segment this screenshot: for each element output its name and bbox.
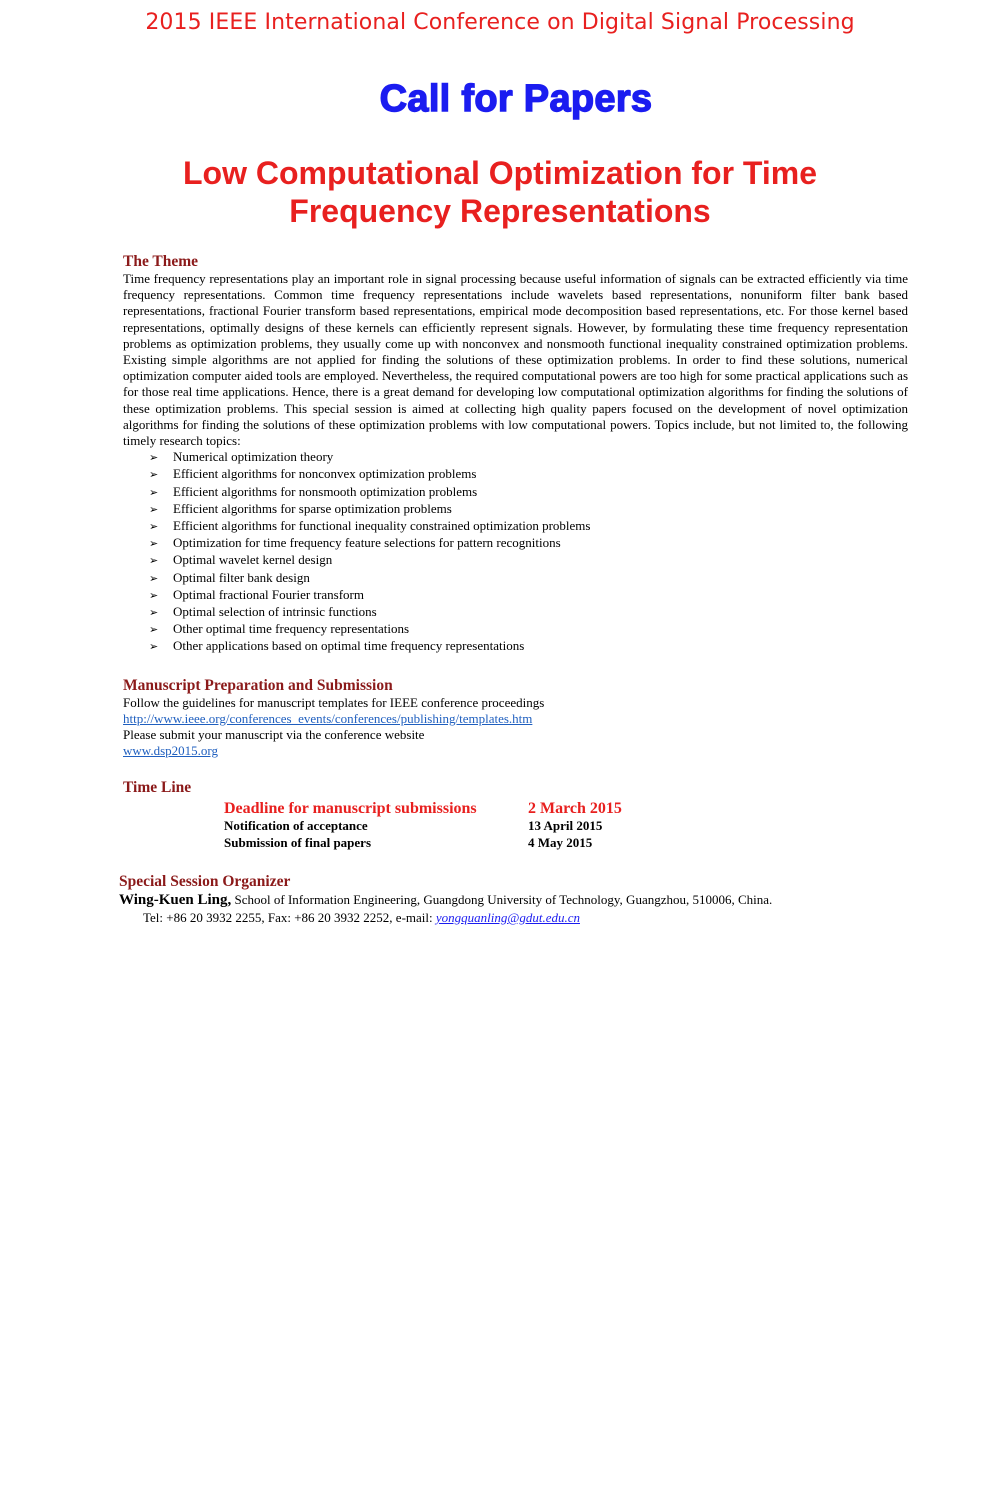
- submit-text: Please submit your manuscript via the conference website: [123, 727, 425, 743]
- topic-text: Efficient algorithms for functional inequality constrained optimization problems: [173, 518, 591, 534]
- arrow-bullet-icon: ➢: [149, 623, 159, 637]
- arrow-bullet-icon: ➢: [149, 451, 159, 465]
- timeline-label: Deadline for manuscript submissions: [224, 800, 477, 818]
- topic-item: [149, 604, 908, 621]
- arrow-bullet-icon: ➢: [149, 468, 159, 482]
- arrow-bullet-icon: ➢: [149, 606, 159, 620]
- topic-text: Optimization for time frequency feature selections for pattern recognitions: [173, 535, 561, 551]
- arrow-bullet-icon: ➢: [149, 588, 159, 602]
- template-link[interactable]: http://www.ieee.org/conferences_events/conferences/publishing/templates.htm: [123, 710, 533, 726]
- topic-item: [149, 638, 908, 655]
- timeline-date: 2 March 2015: [528, 800, 622, 818]
- timeline-date: 13 April 2015: [528, 818, 603, 834]
- topic-text: Optimal fractional Fourier transform: [173, 586, 364, 602]
- topics-list: [123, 449, 908, 655]
- arrow-bullet-icon: ➢: [149, 485, 159, 499]
- contact-phone-fax: Tel: +86 20 3932 2255, Fax: +86 20 3932 2252, e-mail:: [143, 910, 436, 925]
- topic-text: Numerical optimization theory: [173, 449, 334, 465]
- conference-website-link[interactable]: www.dsp2015.org: [123, 743, 218, 759]
- timeline-row-final: [224, 835, 622, 852]
- topic-text: Optimal filter bank design: [173, 569, 310, 585]
- topic-text: Efficient algorithms for nonconvex optimization problems: [173, 466, 477, 482]
- organizer-info: [119, 891, 919, 909]
- organizer-section: [119, 872, 919, 926]
- timeline-row-notification: [224, 818, 622, 835]
- arrow-bullet-icon: ➢: [149, 520, 159, 534]
- organizer-email-link[interactable]: yongquanling@gdut.edu.cn: [435, 910, 580, 925]
- arrow-bullet-icon: ➢: [149, 537, 159, 551]
- timeline-row-deadline: [224, 799, 622, 818]
- call-for-papers-title: Call for Papers: [379, 78, 653, 120]
- timeline-table: [224, 799, 622, 851]
- main-content: [123, 252, 908, 851]
- timeline-section: [123, 778, 908, 851]
- topic-item: [149, 552, 908, 569]
- timeline-date: 4 May 2015: [528, 834, 593, 850]
- manuscript-section: [123, 676, 908, 760]
- arrow-bullet-icon: ➢: [149, 571, 159, 585]
- topic-text: Efficient algorithms for sparse optimization problems: [173, 500, 452, 516]
- conference-header: 2015 IEEE International Conference on Digital Signal Processing: [145, 10, 855, 35]
- topic-item: [149, 535, 908, 552]
- topic-text: Optimal wavelet kernel design: [173, 552, 333, 568]
- arrow-bullet-icon: ➢: [149, 502, 159, 516]
- organizer-name: Wing-Kuen Ling,: [119, 892, 232, 908]
- topic-item: [149, 621, 908, 638]
- topic-item: [149, 484, 908, 501]
- topic-text: Other optimal time frequency representations: [173, 621, 410, 637]
- guideline-text: Follow the guidelines for manuscript templates for IEEE conference proceedings: [123, 694, 545, 710]
- topic-item: [149, 570, 908, 587]
- theme-section: [123, 252, 908, 656]
- timeline-label: Notification of acceptance: [224, 818, 368, 834]
- timeline-heading: Time Line: [123, 779, 192, 797]
- topic-text: Optimal selection of intrinsic functions: [173, 604, 377, 620]
- organizer-heading: Special Session Organizer: [119, 873, 291, 890]
- session-title-line-1: Low Computational Optimization for Time: [182, 155, 818, 191]
- arrow-bullet-icon: ➢: [149, 640, 159, 654]
- session-title: [0, 154, 1000, 230]
- theme-body: Time frequency representations play an important role in signal processing because useful information of signals can be extracted efficiently via time frequency representations. Common time frequency representations include wavelets based representations, nonuniform filter bank based representations, fractional Fourier transform based representations, empirical mode decomposition based representations, etc. For those kernel based representations, optimally designs of these kernels can efficiently represent signals. However, by formulating these time frequency representation problems as optimization problems, they usually come up with nonconvex and nonsmooth functional inequality constrained optimization problems. Existing simple algorithms are not applied for finding the solutions of these optimization problems. In order to find these solutions, numerical optimization computer aided tools are employed. Nevertheless, the required computational powers are too high for some practical applications such as for those real time applications. Hence, there is a great demand for developing low computational optimization algorithms for finding the solutions of these optimization problems. This special session is aimed at collecting high quality papers focused on the development of novel optimization algorithms for finding the solutions of these optimization problems with low computational powers. Topics include, but not limited to, the following timely research topics:: [123, 271, 908, 449]
- topic-item: [149, 587, 908, 604]
- timeline-label: Submission of final papers: [224, 834, 372, 850]
- topic-item: [149, 501, 908, 518]
- topic-item: [149, 466, 908, 483]
- organizer-contact: [119, 909, 919, 926]
- theme-heading: The Theme: [123, 253, 199, 270]
- manuscript-heading: Manuscript Preparation and Submission: [123, 676, 393, 694]
- topic-item: [149, 449, 908, 466]
- arrow-bullet-icon: ➢: [149, 554, 159, 568]
- topic-text: Other applications based on optimal time frequency representations: [173, 638, 525, 654]
- topic-text: Efficient algorithms for nonsmooth optimization problems: [173, 483, 478, 499]
- topic-item: [149, 518, 908, 535]
- organizer-affiliation: School of Information Engineering, Guangdong University of Technology, Guangzhou, 510006, China.: [231, 892, 773, 907]
- session-title-line-2: Frequency Representations: [289, 193, 711, 229]
